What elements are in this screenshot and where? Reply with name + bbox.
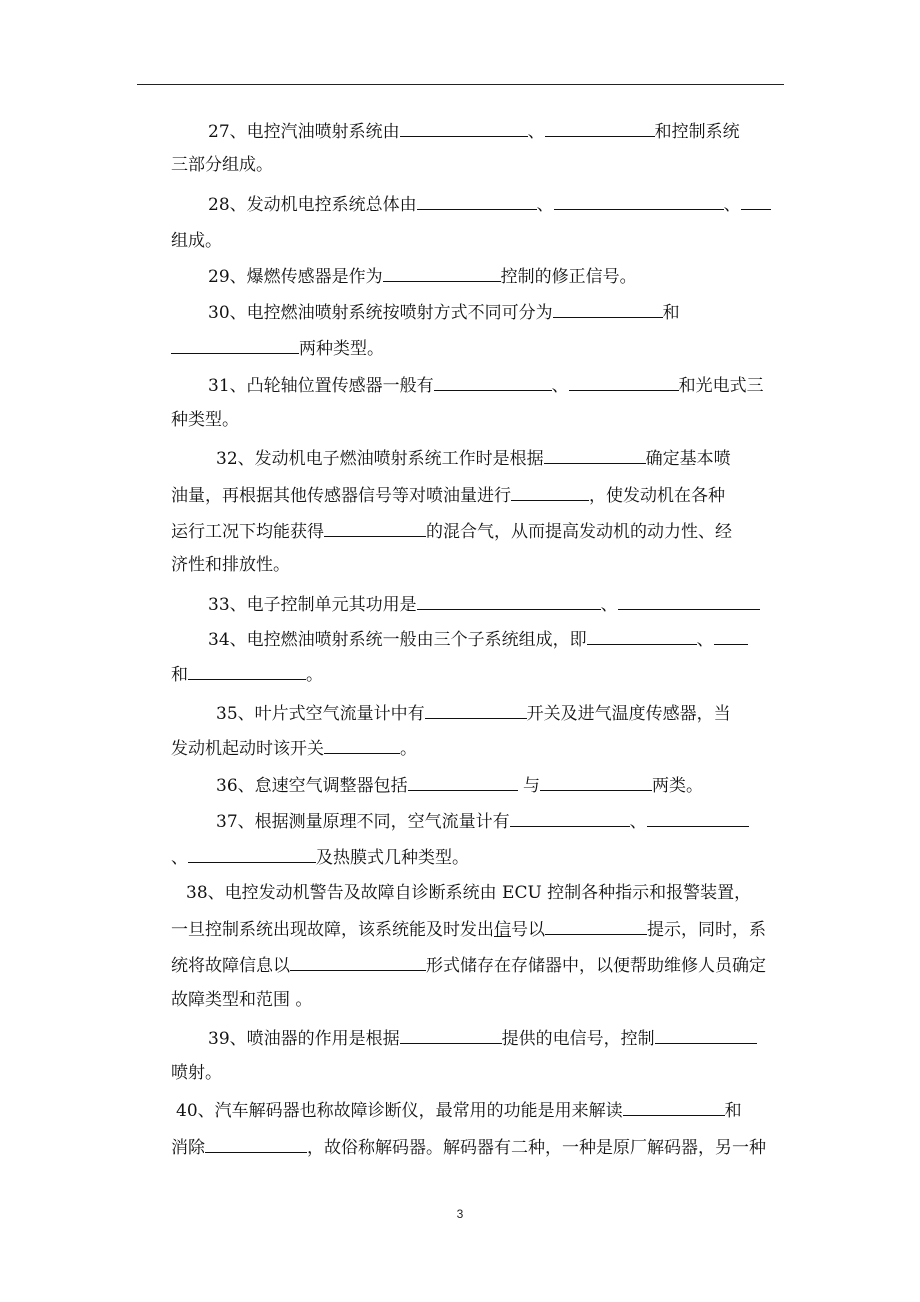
blank[interactable]	[553, 300, 663, 318]
question-38-line1: 38、电控发动机警告及故障自诊断系统由 ECU 控制各种指示和报警装置，	[186, 883, 752, 903]
question-38-line4: 故障类型和范围 。	[171, 990, 313, 1010]
blank[interactable]	[544, 446, 646, 464]
blank[interactable]	[647, 809, 749, 827]
blank[interactable]	[540, 773, 652, 791]
question-32-line2: 油量，再根据其他传感器信号等对喷油量进行 ，使发动机在各种	[171, 483, 725, 508]
blank[interactable]	[545, 917, 647, 935]
blank[interactable]	[400, 1026, 502, 1044]
question-32-line1: 32、发动机电子燃油喷射系统工作时是根据 确定基本喷	[216, 446, 731, 471]
blank[interactable]	[188, 845, 316, 863]
blank[interactable]	[510, 809, 630, 827]
question-33: 33、电子控制单元其功用是 、	[208, 592, 760, 617]
question-37-line1: 37、根据测量原理不同，空气流量计有 、	[216, 809, 749, 834]
blank[interactable]	[290, 953, 426, 971]
blank[interactable]	[511, 483, 589, 501]
question-38-line3: 统将故障信息以 形式储存在存储器中，以便帮助维修人员确定	[171, 953, 766, 978]
question-40-line1: 40、汽车解码器也称故障诊断仪，最常用的功能是用来解读 和	[176, 1098, 742, 1123]
blank[interactable]	[188, 662, 306, 680]
question-28-line2: 组成。	[171, 231, 222, 251]
blank[interactable]	[383, 264, 501, 282]
question-36: 36、怠速空气调整器包括 与 两类。	[216, 773, 703, 798]
blank[interactable]	[205, 1135, 307, 1153]
page-number: 3	[456, 1207, 464, 1221]
question-35-line2: 发动机起动时该开关 。	[171, 736, 417, 761]
question-30-line2: 两种类型。	[171, 336, 384, 361]
question-28-line1: 28、发动机电控系统总体由 、 、	[208, 192, 771, 217]
question-37-line2: 、 及热膜式几种类型。	[171, 845, 469, 870]
question-35-line1: 35、叶片式空气流量计中有 开关及进气温度传感器，当	[216, 701, 731, 726]
blank[interactable]	[408, 773, 518, 791]
question-34-line2: 和 。	[171, 662, 323, 687]
blank[interactable]	[714, 627, 748, 645]
blank[interactable]	[434, 373, 552, 391]
question-34-line1: 34、电控燃油喷射系统一般由三个子系统组成，即 、	[208, 627, 748, 652]
question-38-line2: 一旦控制系统出现故障，该系统能及时发出信号以 提示，同时，系	[171, 917, 766, 942]
header-rule	[137, 84, 784, 85]
question-27-line2: 三部分组成。	[171, 155, 273, 175]
question-27-line1: 27、电控汽油喷射系统由 、 和控制系统	[208, 119, 740, 144]
blank[interactable]	[545, 119, 655, 137]
blank[interactable]	[587, 627, 697, 645]
question-29: 29、爆燃传感器是作为 控制的修正信号。	[208, 264, 637, 289]
blank[interactable]	[324, 519, 426, 537]
blank[interactable]	[655, 1026, 757, 1044]
blank[interactable]	[623, 1098, 725, 1116]
blank[interactable]	[741, 192, 771, 210]
question-31-line2: 种类型。	[171, 410, 239, 430]
question-32-line3: 运行工况下均能获得 的混合气，从而提高发动机的动力性、经	[171, 519, 732, 544]
blank[interactable]	[400, 119, 528, 137]
blank[interactable]	[425, 701, 527, 719]
blank[interactable]	[618, 592, 760, 610]
question-40-line2: 消除 ，故俗称解码器。解码器有二种，一种是原厂解码器，另一种	[171, 1135, 766, 1160]
blank[interactable]	[324, 736, 400, 754]
blank[interactable]	[554, 192, 724, 210]
blank[interactable]	[417, 592, 601, 610]
question-30-line1: 30、电控燃油喷射系统按喷射方式不同可分为 和	[208, 300, 680, 325]
blank[interactable]	[417, 192, 537, 210]
question-39-line1: 39、喷油器的作用是根据 提供的电信号，控制	[208, 1026, 757, 1051]
blank[interactable]	[569, 373, 679, 391]
question-39-line2: 喷射。	[171, 1063, 222, 1083]
question-32-line4: 济性和排放性。	[171, 555, 290, 575]
question-31-line1: 31、凸轮轴位置传感器一般有 、 和光电式三	[208, 373, 764, 398]
blank[interactable]	[171, 336, 299, 354]
